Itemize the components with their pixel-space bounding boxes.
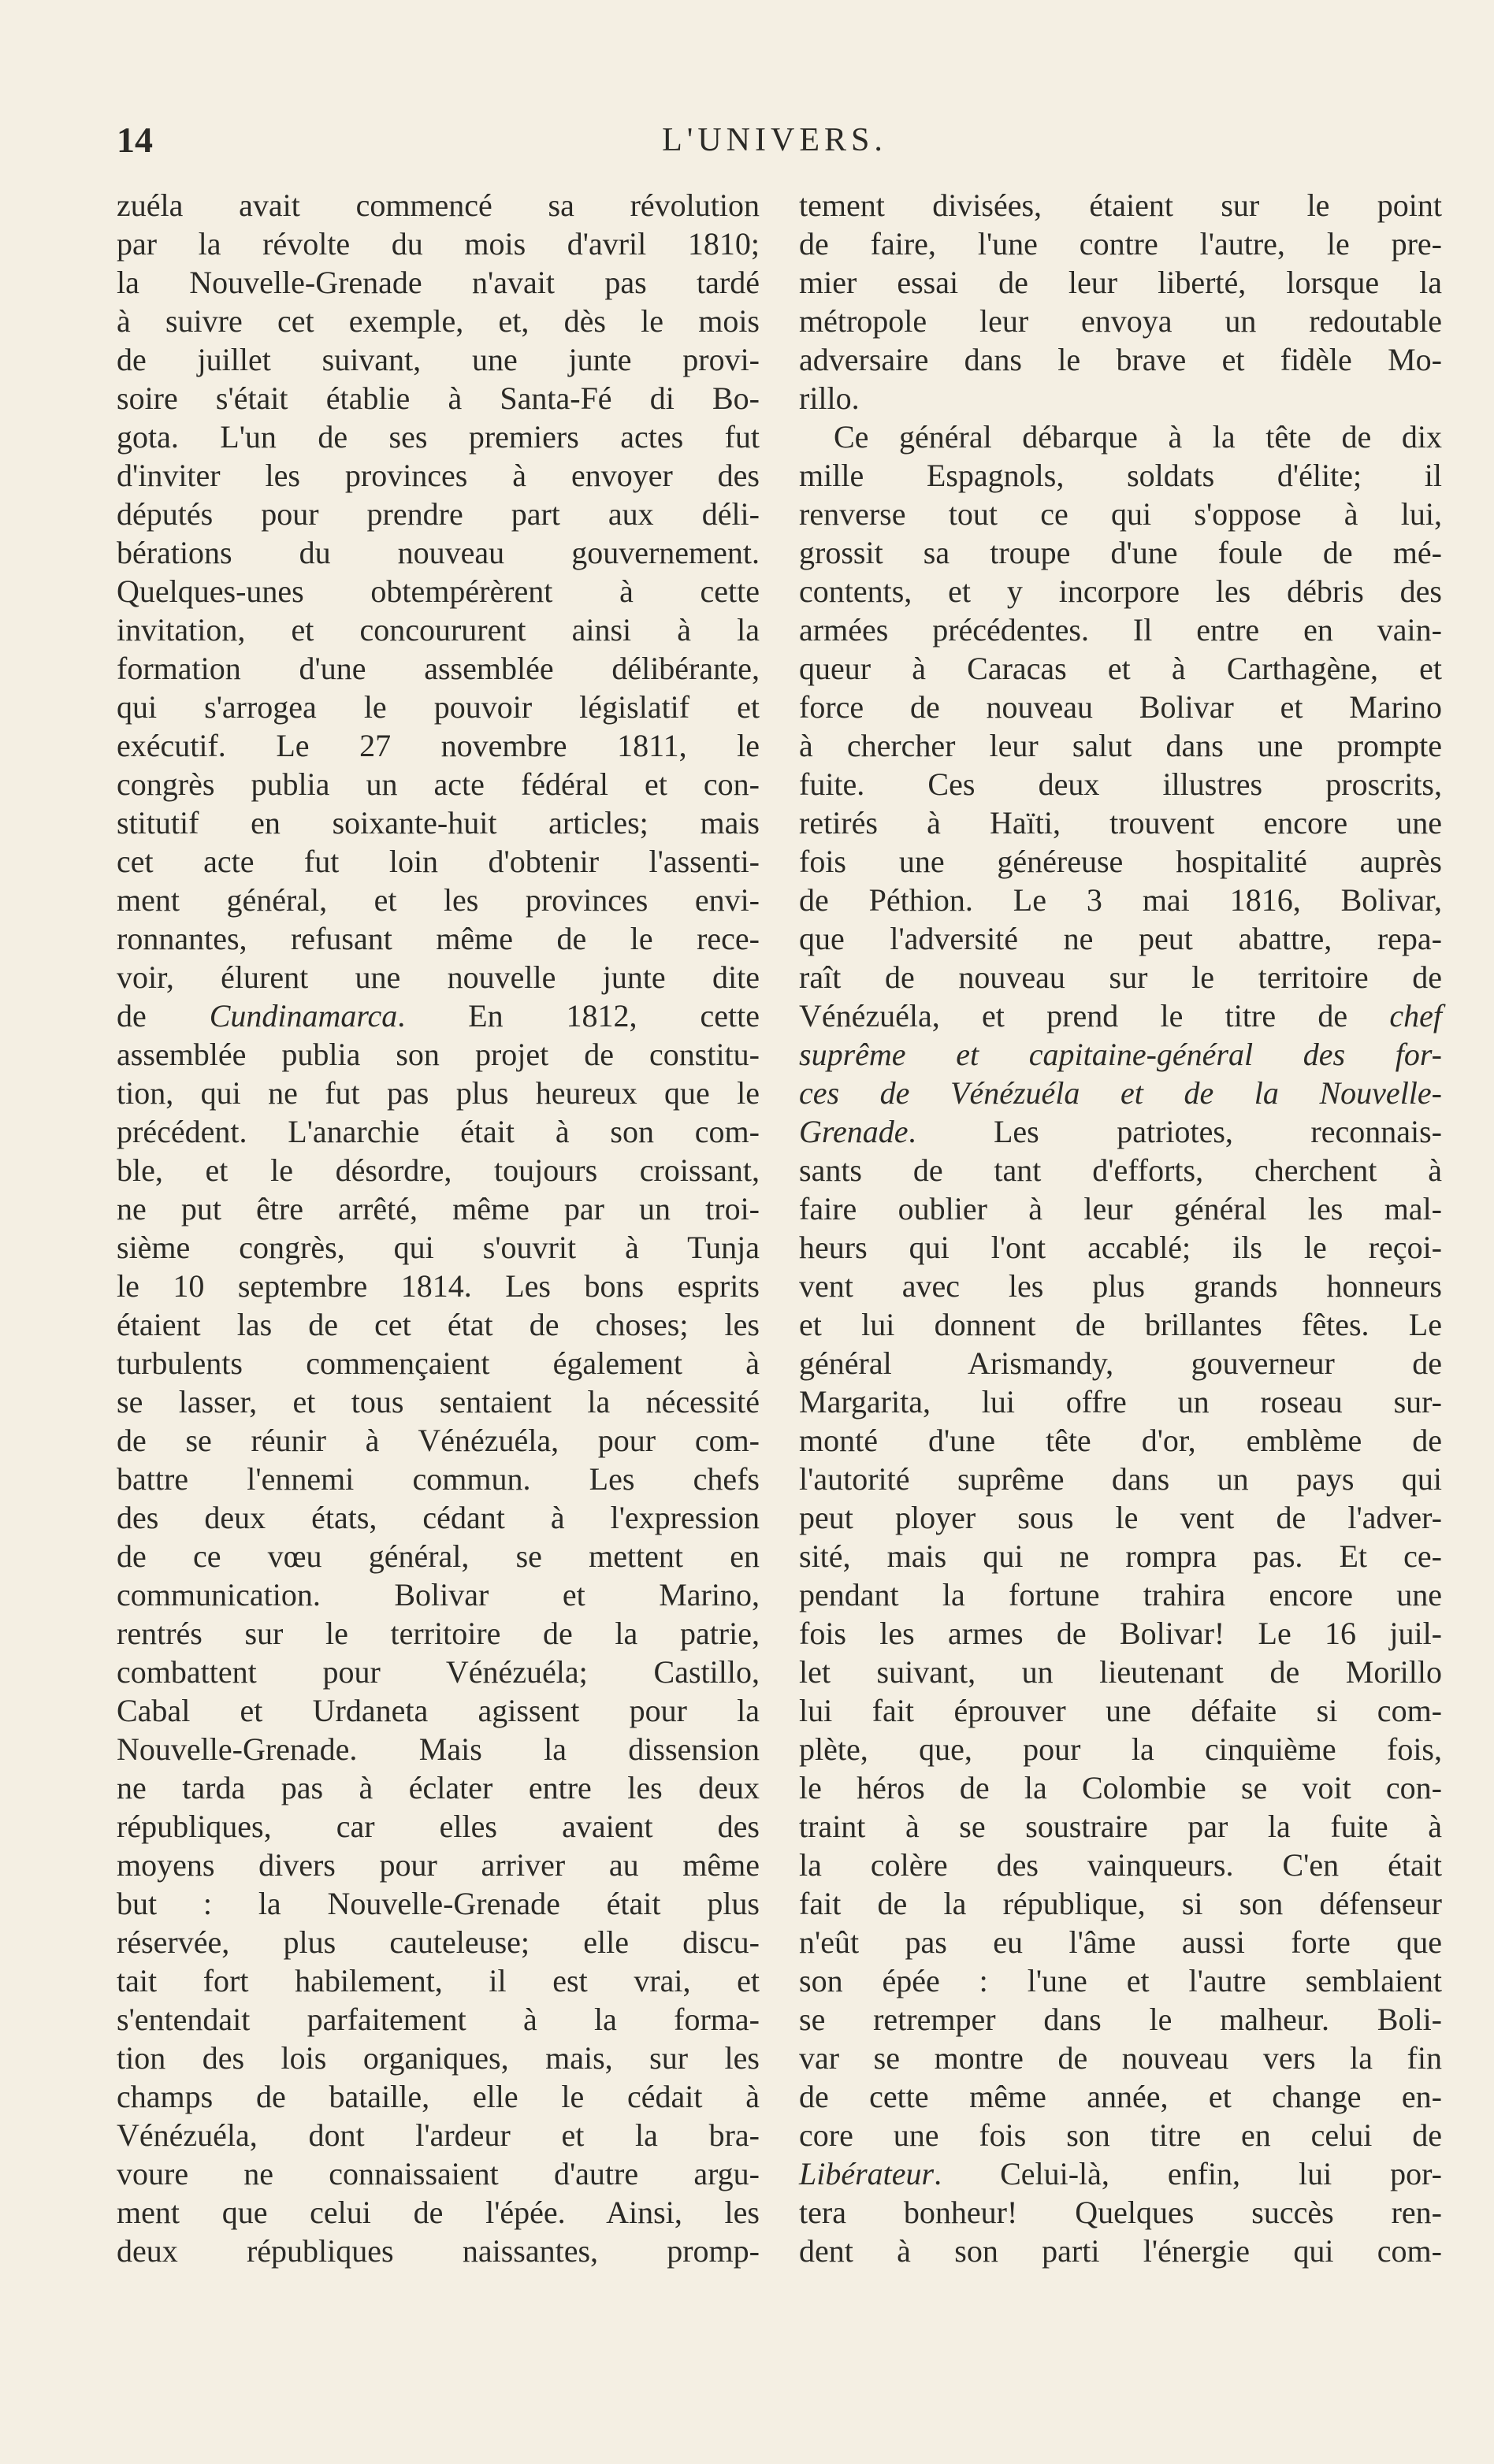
text-line: de faire, l'une contre l'autre, le pre- — [799, 226, 1442, 262]
text-line: peut ployer sous le vent de l'adver- — [799, 1500, 1442, 1535]
text-line: ment que celui de l'épée. Ainsi, les — [117, 2195, 760, 2230]
text-line: mier essai de leur liberté, lorsque la — [799, 265, 1442, 300]
text-line: adversaire dans le brave et fidèle Mo- — [799, 342, 1442, 377]
text-line: de juillet suivant, une junte provi- — [117, 342, 760, 377]
text-line: de Cundinamarca. En 1812, cette — [117, 998, 760, 1033]
text-line: Cabal et Urdaneta agissent pour la — [117, 1693, 760, 1728]
text-line: rentrés sur le territoire de la patrie, — [117, 1616, 760, 1651]
text-line: Grenade. Les patriotes, reconnais- — [799, 1114, 1442, 1149]
text-line: tait fort habilement, il est vrai, et — [117, 1963, 760, 1998]
page-number: 14 — [117, 120, 153, 160]
italic-text: ces de Vénézuéla et de la Nouvelle- — [799, 1075, 1442, 1111]
text-line: Quelques-unes obtempérèrent à cette — [117, 573, 760, 609]
text-line: n'eût pas eu l'âme aussi forte que — [799, 1924, 1442, 1960]
text-line: zuéla avait commencé sa révolution — [117, 187, 760, 223]
text-line: armées précédentes. Il entre en vain- — [799, 612, 1442, 648]
text-line: de se réunir à Vénézuéla, pour com- — [117, 1423, 760, 1458]
text-line: mille Espagnols, soldats d'élite; il — [799, 458, 1442, 493]
text-line: moyens divers pour arriver au même — [117, 1847, 760, 1883]
text-line: d'inviter les provinces à envoyer des — [117, 458, 760, 493]
text-line: stitutif en soixante-huit articles; mais — [117, 805, 760, 841]
text-line: exécutif. Le 27 novembre 1811, le — [117, 728, 760, 763]
text-line: Margarita, lui offre un roseau sur- — [799, 1384, 1442, 1419]
text-line: tera bonheur! Quelques succès ren- — [799, 2195, 1442, 2230]
text-line: et lui donnent de brillantes fêtes. Le — [799, 1307, 1442, 1342]
running-title: L'UNIVERS. — [662, 122, 887, 158]
text-line: lui fait éprouver une défaite si com- — [799, 1693, 1442, 1728]
text-line: raît de nouveau sur le territoire de — [799, 959, 1442, 995]
text-line: traint à se soustraire par la fuite à — [799, 1809, 1442, 1844]
text-line: réservée, plus cauteleuse; elle discu- — [117, 1924, 760, 1960]
text-line: Vénézuéla, et prend le titre de chef — [799, 998, 1442, 1033]
text-line: fait de la république, si son défenseur — [799, 1886, 1442, 1921]
page-header — [117, 118, 1433, 162]
text-line: tion des lois organiques, mais, sur les — [117, 2040, 760, 2076]
text-line: que l'adversité ne peut abattre, repa- — [799, 921, 1442, 956]
text-line: Vénézuéla, dont l'ardeur et la bra- — [117, 2117, 760, 2153]
text-line: ment général, et les provinces envi- — [117, 882, 760, 918]
text-line: retirés à Haïti, trouvent encore une — [799, 805, 1442, 841]
text-line: contents, et y incorpore les débris des — [799, 573, 1442, 609]
text-line: fois les armes de Bolivar! Le 16 juil- — [799, 1616, 1442, 1651]
text-line: sants de tant d'efforts, cherchent à — [799, 1152, 1442, 1188]
text-line: communication. Bolivar et Marino, — [117, 1577, 760, 1612]
text-line: général Arismandy, gouverneur de — [799, 1345, 1442, 1381]
italic-text: Grenade — [799, 1114, 909, 1149]
text-line: précédent. L'anarchie était à son com- — [117, 1114, 760, 1149]
text-line: le héros de la Colombie se voit con- — [799, 1770, 1442, 1805]
text-line — [799, 1035, 1442, 1074]
text-line: de Péthion. Le 3 mai 1816, Bolivar, — [799, 882, 1442, 918]
text-line: queur à Caracas et à Carthagène, et — [799, 651, 1442, 686]
text-line: des deux états, cédant à l'expression — [117, 1500, 760, 1535]
text-line: champs de bataille, elle le cédait à — [117, 2079, 760, 2114]
text-line: soire s'était établie à Santa-Fé di Bo- — [117, 380, 760, 416]
text-line: Nouvelle-Grenade. Mais la dissension — [117, 1731, 760, 1767]
text-line: grossit sa troupe d'une foule de mé- — [799, 535, 1442, 570]
text-line: force de nouveau Bolivar et Marino — [799, 689, 1442, 725]
text-line: son épée : l'une et l'autre semblaient — [799, 1963, 1442, 1998]
text-line: députés pour prendre part aux déli- — [117, 496, 760, 532]
text-line: formation d'une assemblée délibérante, — [117, 651, 760, 686]
text-line: sième congrès, qui s'ouvrit à Tunja — [117, 1230, 760, 1265]
text-line — [799, 1074, 1442, 1112]
text-line: plète, que, pour la cinquième fois, — [799, 1731, 1442, 1767]
text-line: ne put être arrêté, même par un troi- — [117, 1191, 760, 1226]
text-line: à suivre cet exemple, et, dès le mois — [117, 303, 760, 339]
text-line: tion, qui ne fut pas plus heureux que le — [117, 1075, 760, 1111]
text-line: qui s'arrogea le pouvoir législatif et — [117, 689, 760, 725]
text-line: Libérateur. Celui-là, enfin, lui por- — [799, 2156, 1442, 2191]
text-line: à chercher leur salut dans une prompte — [799, 728, 1442, 763]
text-line: var se montre de nouveau vers la fin — [799, 2040, 1442, 2076]
text-line: combattent pour Vénézuéla; Castillo, — [117, 1654, 760, 1690]
text-line: deux républiques naissantes, promp- — [117, 2233, 760, 2269]
text-line: congrès publia un acte fédéral et con- — [117, 766, 760, 802]
text-line: s'entendait parfaitement à la forma- — [117, 2002, 760, 2037]
text-line: Ce général débarque à la tête de dix — [834, 419, 1442, 455]
text-line: par la révolte du mois d'avril 1810; — [117, 226, 760, 262]
text-line: l'autorité suprême dans un pays qui — [799, 1461, 1442, 1497]
text-line: invitation, et concoururent ainsi à la — [117, 612, 760, 648]
text-line: gota. L'un de ses premiers actes fut — [117, 419, 760, 455]
text-line: se retremper dans le malheur. Boli- — [799, 2002, 1442, 2037]
text-line: de ce vœu général, se mettent en — [117, 1538, 760, 1574]
text-line: fuite. Ces deux illustres proscrits, — [799, 766, 1442, 802]
italic-text: chef — [1389, 998, 1442, 1033]
text-line: tement divisées, étaient sur le point — [799, 187, 1442, 223]
text-line: bérations du nouveau gouvernement. — [117, 535, 760, 570]
italic-text: Cundinamarca — [209, 998, 398, 1033]
text-line: se lasser, et tous sentaient la nécessité — [117, 1384, 760, 1419]
text-line: pendant la fortune trahira encore une — [799, 1577, 1442, 1612]
text-line: dent à son parti l'énergie qui com- — [799, 2233, 1442, 2269]
text-line: ronnantes, refusant même de le rece- — [117, 921, 760, 956]
text-line: cet acte fut loin d'obtenir l'assenti- — [117, 844, 760, 879]
text-line: but : la Nouvelle-Grenade était plus — [117, 1886, 760, 1921]
text-line: sité, mais qui ne rompra pas. Et ce- — [799, 1538, 1442, 1574]
text-line: turbulents commençaient également à — [117, 1345, 760, 1381]
text-line: faire oublier à leur général les mal- — [799, 1191, 1442, 1226]
text-line: renverse tout ce qui s'oppose à lui, — [799, 496, 1442, 532]
right-text-column — [799, 186, 1442, 2270]
text-line: métropole leur envoya un redoutable — [799, 303, 1442, 339]
text-line: vent avec les plus grands honneurs — [799, 1268, 1442, 1304]
text-line: fois une généreuse hospitalité auprès — [799, 844, 1442, 879]
text-line: ble, et le désordre, toujours croissant, — [117, 1152, 760, 1188]
text-line: la colère des vainqueurs. C'en était — [799, 1847, 1442, 1883]
text-line: voure ne connaissaient d'autre argu- — [117, 2156, 760, 2191]
text-line: voir, élurent une nouvelle junte dite — [117, 959, 760, 995]
text-line: monté d'une tête d'or, emblème de — [799, 1423, 1442, 1458]
text-line: le 10 septembre 1814. Les bons esprits — [117, 1268, 760, 1304]
text-line: la Nouvelle-Grenade n'avait pas tardé — [117, 265, 760, 300]
text-line: battre l'ennemi commun. Les chefs — [117, 1461, 760, 1497]
left-text-column — [117, 186, 760, 2270]
text-line: heurs qui l'ont accablé; ils le reçoi- — [799, 1230, 1442, 1265]
text-line: étaient las de cet état de choses; les — [117, 1307, 760, 1342]
text-line: let suivant, un lieutenant de Morillo — [799, 1654, 1442, 1690]
italic-text: suprême et capitaine-général des for- — [799, 1037, 1442, 1072]
text-line: core une fois son titre en celui de — [799, 2117, 1442, 2153]
text-line: de cette même année, et change en- — [799, 2079, 1442, 2114]
text-line: assemblée publia son projet de constitu- — [117, 1037, 760, 1072]
text-line: républiques, car elles avaient des — [117, 1809, 760, 1844]
text-line: ne tarda pas à éclater entre les deux — [117, 1770, 760, 1805]
text-line: rillo. — [799, 380, 860, 416]
italic-text: Libérateur — [799, 2156, 935, 2191]
